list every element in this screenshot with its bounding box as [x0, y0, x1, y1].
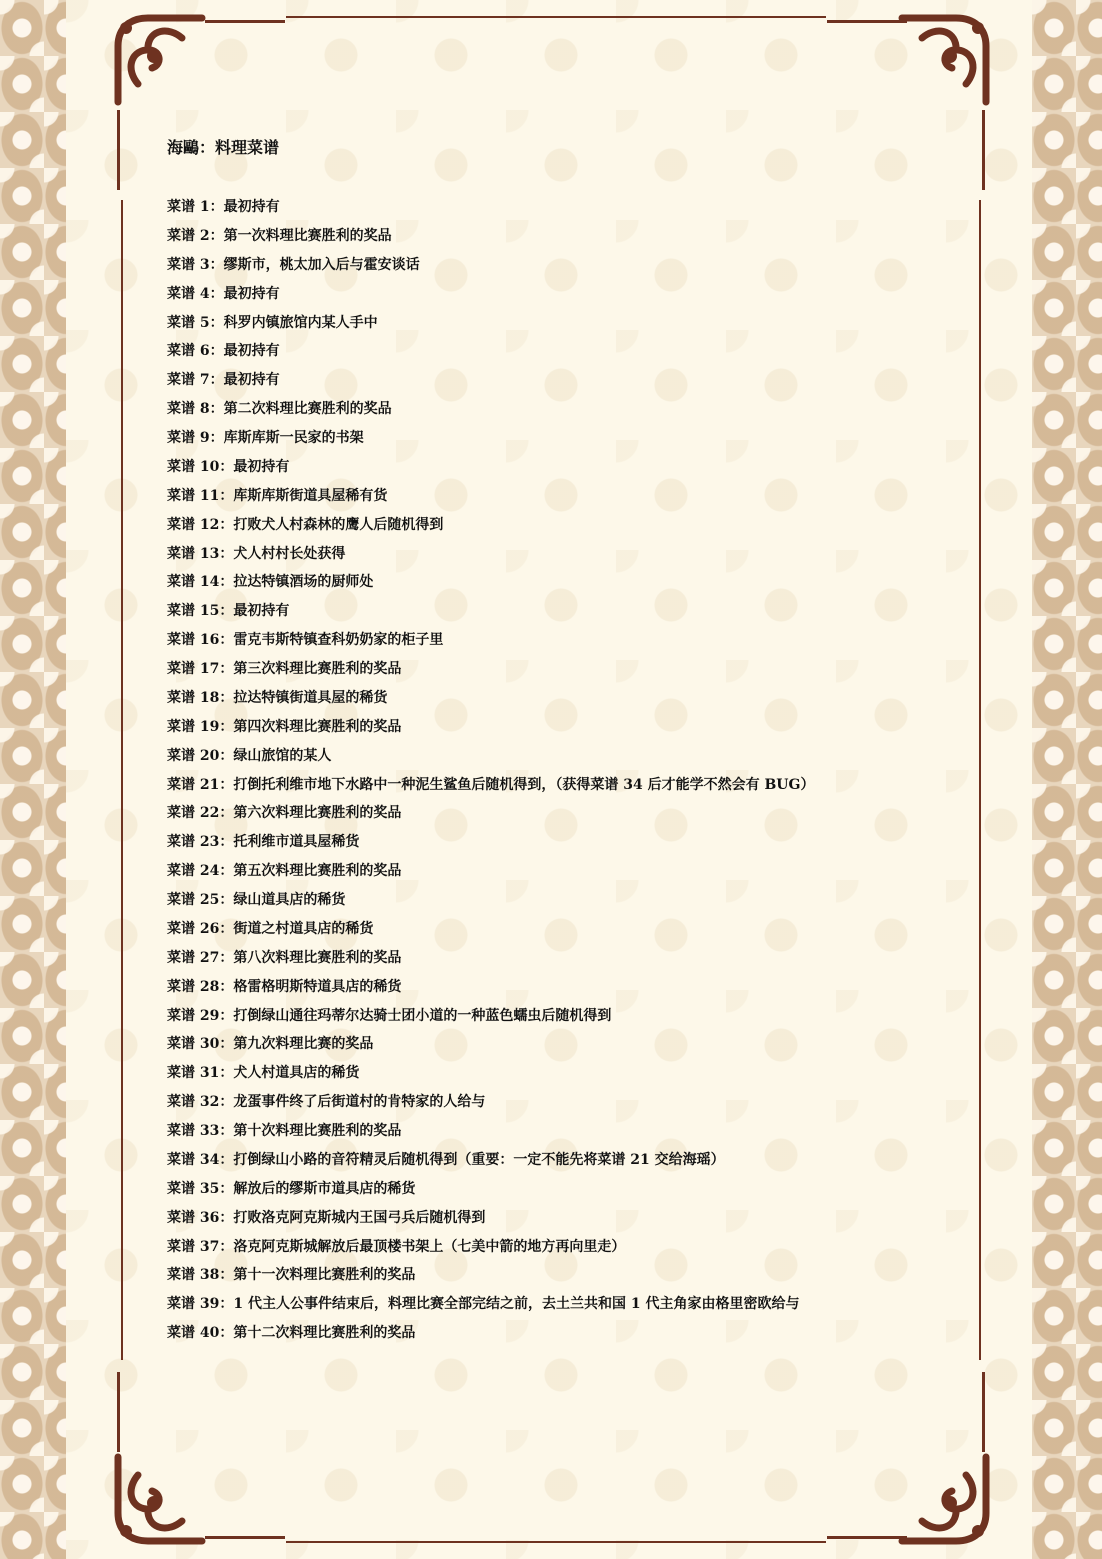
recipe-item: 菜谱 21：打倒托利维市地下水路中一种泥生鲨鱼后随机得到，（获得菜谱 34 后才能学不然会有 BUG）: [167, 776, 815, 793]
ornamental-corner-icon: [104, 1449, 208, 1553]
recipe-item: 菜谱 12：打败犬人村森林的鹰人后随机得到: [167, 516, 444, 533]
recipe-item: 菜谱 4：最初持有: [167, 285, 280, 302]
recipe-item: 菜谱 10：最初持有: [167, 458, 290, 475]
frame-accent: [205, 20, 285, 23]
frame-line-right: [979, 200, 981, 1360]
recipe-item: 菜谱 20：绿山旅馆的某人: [167, 747, 332, 764]
frame-accent: [982, 1372, 985, 1452]
recipe-list: [167, 193, 967, 1348]
recipe-item: 菜谱 40：第十二次料理比赛胜利的奖品: [167, 1325, 416, 1342]
recipe-item: 菜谱 27：第八次料理比赛胜利的奖品: [167, 949, 402, 966]
frame-line-left: [121, 200, 123, 1360]
recipe-item: 菜谱 34：打倒绿山小路的音符精灵后随机得到（重要：一定不能先将菜谱 21 交给海瑶）: [167, 1151, 725, 1168]
recipe-item: 菜谱 11：库斯库斯街道具屋稀有货: [167, 487, 388, 504]
recipe-item: 菜谱 26：街道之村道具店的稀货: [167, 920, 374, 937]
recipe-item: 菜谱 32：龙蛋事件终了后街道村的肯特家的人给与: [167, 1094, 486, 1111]
recipe-item: 菜谱 14：拉达特镇酒场的厨师处: [167, 574, 374, 591]
document-content: [167, 136, 967, 1348]
recipe-item: 菜谱 6：最初持有: [167, 343, 280, 360]
ornamental-corner-icon: [896, 6, 1000, 110]
recipe-item: 菜谱 7：最初持有: [167, 372, 280, 389]
recipe-item: 菜谱 5：科罗内镇旅馆内某人手中: [167, 314, 378, 331]
recipe-item: 菜谱 15：最初持有: [167, 603, 290, 620]
damask-border-left: [0, 0, 66, 1559]
damask-border-right: [1032, 0, 1102, 1559]
recipe-item: 菜谱 9：库斯库斯一民家的书架: [167, 430, 364, 446]
recipe-item: 菜谱 38：第十一次料理比赛胜利的奖品: [167, 1267, 416, 1284]
frame-accent: [982, 110, 985, 190]
recipe-item: 菜谱 2：第一次料理比赛胜利的奖品: [167, 227, 392, 244]
recipe-item: 菜谱 18：拉达特镇街道具屋的稀货: [167, 689, 388, 706]
frame-accent: [827, 1536, 907, 1539]
recipe-item: 菜谱 1：最初持有: [167, 199, 280, 215]
frame-line-bottom: [286, 1541, 826, 1543]
recipe-item: 菜谱 33：第十次料理比赛胜利的奖品: [167, 1123, 402, 1139]
recipe-item: 菜谱 29：打倒绿山通往玛蒂尔达骑士团小道的一种蓝色蠕虫后随机得到: [167, 1007, 612, 1024]
recipe-item: 菜谱 13：犬人村村长处获得: [167, 545, 346, 562]
recipe-item: 菜谱 36：打败洛克阿克斯城内王国弓兵后随机得到: [167, 1209, 486, 1226]
recipe-item: 菜谱 28：格雷格明斯特道具店的稀货: [167, 978, 402, 995]
recipe-item: 菜谱 8：第二次料理比赛胜利的奖品: [167, 401, 392, 418]
frame-line-top: [286, 16, 826, 18]
recipe-item: 菜谱 19：第四次料理比赛胜利的奖品: [167, 718, 402, 735]
recipe-item: 菜谱 31：犬人村道具店的稀货: [167, 1065, 360, 1082]
recipe-item: 菜谱 39：1 代主人公事件结束后，料理比赛全部完结之前，去土兰共和国 1 代主角家由格里密欧给与: [167, 1296, 800, 1313]
recipe-item: 菜谱 17：第三次料理比赛胜利的奖品: [167, 661, 402, 677]
recipe-item: 菜谱 22：第六次料理比赛胜利的奖品: [167, 805, 402, 822]
frame-accent: [117, 1372, 120, 1452]
frame-accent: [117, 110, 120, 190]
frame-accent: [205, 1536, 285, 1539]
recipe-item: 菜谱 35：解放后的缪斯市道具店的稀货: [167, 1180, 416, 1197]
recipe-item: 菜谱 23：托利维市道具屋稀货: [167, 834, 360, 851]
document-title: 海鷗：料理菜谱: [167, 138, 280, 157]
recipe-item: 菜谱 24：第五次料理比赛胜利的奖品: [167, 863, 402, 880]
recipe-item: 菜谱 25：绿山道具店的稀货: [167, 892, 346, 908]
ornamental-corner-icon: [104, 6, 208, 110]
ornamental-corner-icon: [896, 1449, 1000, 1553]
frame-accent: [827, 20, 907, 23]
recipe-item: 菜谱 3：缪斯市，桃太加入后与霍安谈话: [167, 256, 420, 273]
recipe-item: 菜谱 30：第九次料理比赛的奖品: [167, 1036, 374, 1053]
recipe-item: 菜谱 16：雷克韦斯特镇查科奶奶家的柜子里: [167, 632, 444, 649]
recipe-item: 菜谱 37：洛克阿克斯城解放后最顶楼书架上（七美中箭的地方再向里走）: [167, 1238, 626, 1255]
